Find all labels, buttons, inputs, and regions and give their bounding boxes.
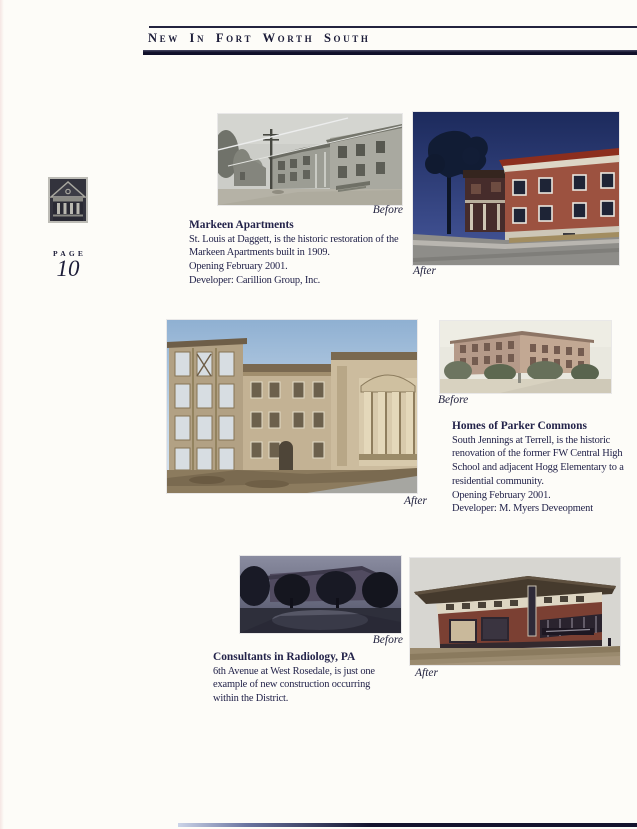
after-caption: After bbox=[404, 495, 427, 507]
before-caption: Before bbox=[438, 394, 469, 406]
body-text: South Jennings at Terrell, is the historic renovation of the former FW Central High School and adjacent Hogg Elementary to a residential community. bbox=[452, 434, 624, 487]
body-text: 6th Avenue at West Rosedale, is just one example of new construction occurring within the District. bbox=[213, 665, 375, 705]
section-title: Consultants in Radiology, PA bbox=[213, 651, 356, 663]
body-text: Developer: M. Myers Deveopment bbox=[452, 503, 593, 515]
section-title: Markeen Apartments bbox=[189, 219, 294, 231]
header-rule-bottom bbox=[143, 50, 637, 55]
classical-building-icon-art bbox=[48, 177, 88, 223]
body-text: Developer: Carillion Group, Inc. bbox=[189, 274, 321, 286]
classical-building-icon bbox=[48, 177, 88, 223]
markeen-text-block bbox=[189, 218, 413, 288]
footer-rule bbox=[178, 823, 637, 827]
body-text: St. Louis at Daggett, is the historic restoration of the Markeen Apartments built in 1909. bbox=[189, 233, 399, 259]
page-label: PAGE bbox=[53, 249, 87, 258]
radiology-before-photo bbox=[240, 556, 401, 633]
markeen-before-photo bbox=[218, 114, 402, 205]
scan-edge-tint bbox=[0, 0, 4, 829]
header-rule-top bbox=[149, 26, 637, 28]
section-title: Homes of Parker Commons bbox=[452, 420, 587, 432]
radiology-text-block bbox=[213, 650, 381, 706]
page-title: New In Fort Worth South bbox=[148, 31, 371, 45]
before-caption: Before bbox=[372, 204, 403, 216]
markeen-after-photo bbox=[413, 112, 619, 265]
page-number: 10 bbox=[56, 256, 80, 281]
parker-before-photo bbox=[440, 321, 611, 393]
after-caption: After bbox=[415, 667, 438, 679]
after-caption: After bbox=[413, 265, 436, 277]
before-caption: Before bbox=[372, 634, 403, 646]
body-text: Opening February 2001. bbox=[189, 261, 288, 273]
radiology-after-photo bbox=[410, 558, 620, 665]
parker-after-photo bbox=[167, 320, 417, 493]
parker-text-block bbox=[452, 419, 635, 516]
body-text: Opening February 2001. bbox=[452, 489, 551, 501]
